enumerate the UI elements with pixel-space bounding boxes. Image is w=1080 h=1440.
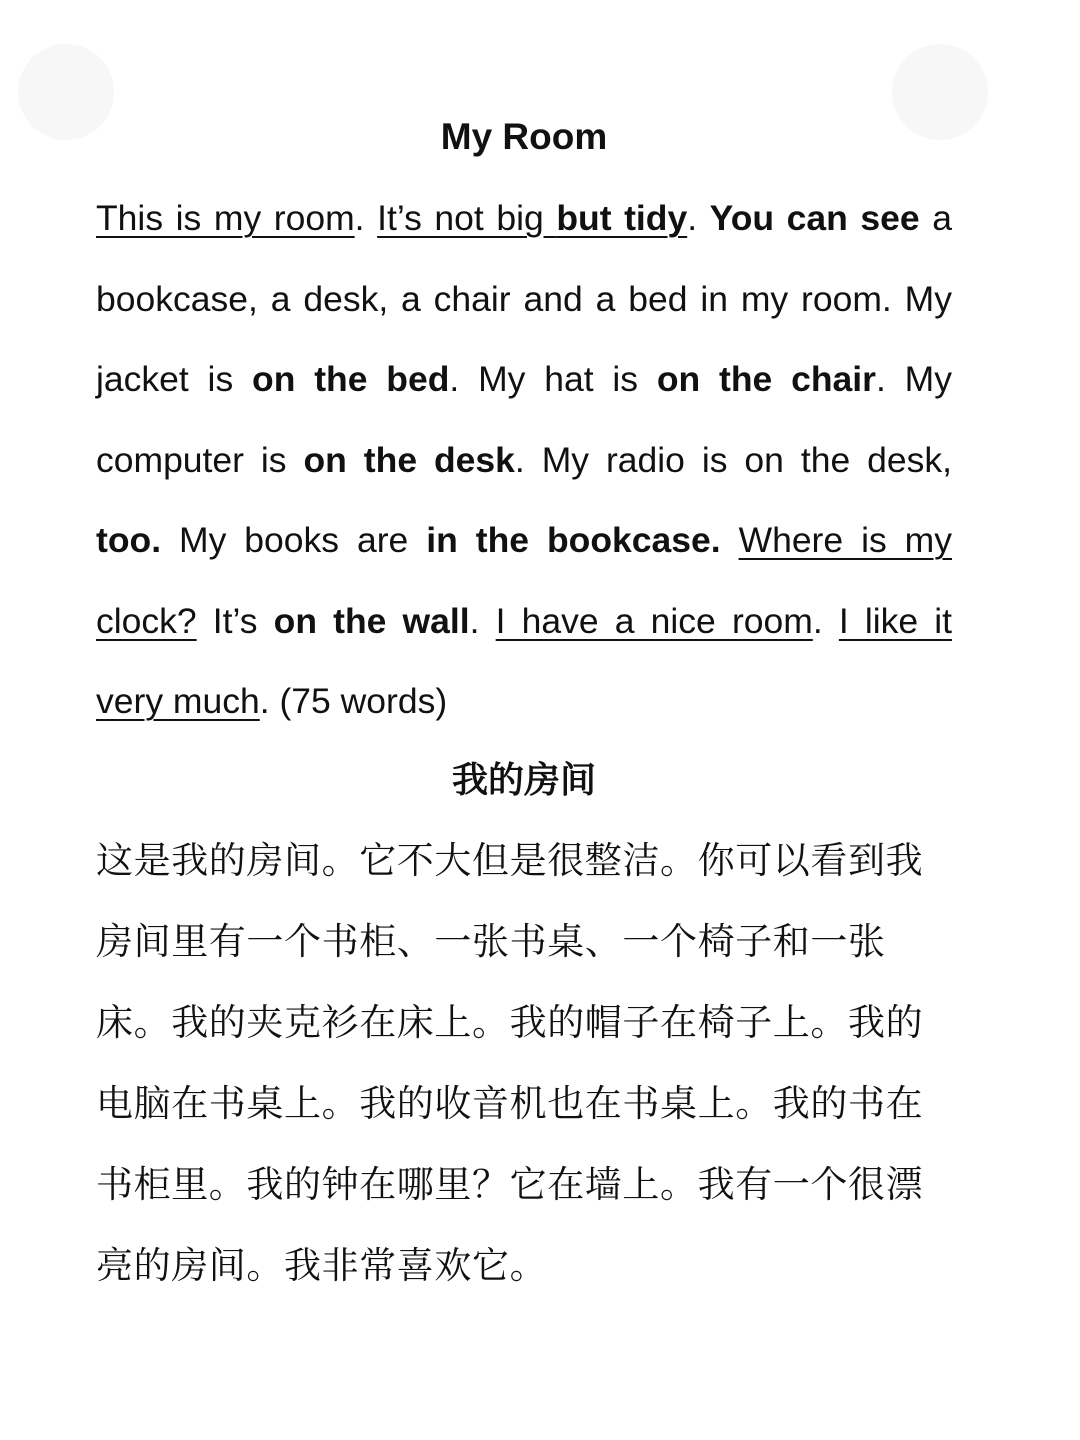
english-text-segment: . (469, 600, 496, 641)
english-text-segment: . (75 words) (259, 681, 448, 721)
english-text-segment: . (812, 600, 839, 641)
english-text-segment: on the desk (303, 439, 515, 480)
english-text-segment: It’s not big (377, 198, 557, 238)
english-text-segment: . (687, 198, 710, 238)
english-text-segment: on the wall (273, 600, 470, 641)
english-text-segment: but tidy (556, 198, 688, 238)
english-text-segment: I like it very much (96, 600, 953, 721)
chinese-title: 我的房间 (451, 760, 596, 801)
english-text-segment: This is my room (96, 198, 355, 238)
english-text-segment: It’s (196, 600, 274, 641)
english-text-segment: on the bed (252, 359, 450, 399)
english-text-segment: . (354, 198, 378, 238)
english-text-segment (721, 520, 739, 560)
english-text-segment: . My radio is on the desk, (514, 439, 952, 480)
english-text-segment: on the chair (656, 359, 876, 399)
english-title: My Room (440, 116, 608, 157)
english-paragraph (96, 178, 952, 742)
chinese-paragraph: 这是我的房间。它不大但是很整洁。你可以看到我房间里有一个书柜、一张书桌、一个椅子和一张床。我的夹克衫在床上。我的帽子在椅子上。我的电脑在书桌上。我的收音机也在书桌上。我的书在书柜里。我的钟在哪里？它在墙上。我有一个很漂亮的房间。我非常喜欢它。 (96, 839, 924, 1287)
english-text-segment: I have a nice room (495, 600, 813, 641)
english-text-segment: . My computer is (96, 359, 952, 480)
english-text-segment: too. (96, 520, 162, 560)
english-text-segment: My books are (161, 520, 427, 560)
english-text-segment: . My hat is (449, 359, 657, 399)
english-text-segment: a bookcase, a desk, a chair and a bed in my room. My jacket is (96, 198, 952, 399)
english-text-segment: in the bookcase. (426, 520, 721, 560)
english-text-segment: Where is my clock? (96, 520, 952, 641)
english-text-segment: You can see (709, 198, 920, 238)
